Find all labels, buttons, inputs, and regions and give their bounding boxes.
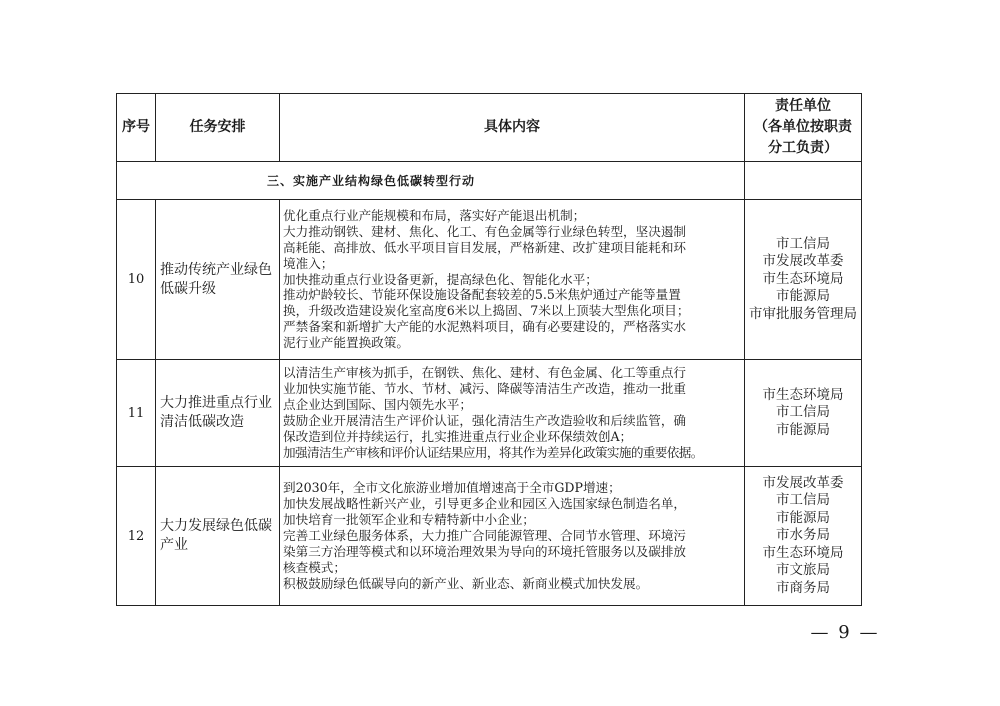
content-line: 加快推动重点行业设备更新，提高绿色化、智能化水平；	[283, 271, 598, 287]
header-unit-line2: （各单位按职责	[754, 119, 852, 135]
content-line: 严禁备案和新增扩大产能的水泥熟料项目，确有必要建设的，严格落实水	[283, 319, 686, 335]
content-line: 优化重点行业产能规模和布局，落实好产能退出机制；	[283, 207, 586, 223]
content-line: 加快培育一批领军企业和专精特新中小企业；	[283, 512, 535, 528]
header-unit-line3: 分工负责）	[768, 140, 838, 156]
content-line: 以清洁生产审核为抓手，在钢铁、焦化、建材、有色金属、化工等重点行	[283, 365, 686, 381]
unit-item: 市文旅局	[776, 562, 830, 579]
unit-item: 市发展改革委	[762, 475, 844, 492]
content-line: 到2030年，全市文化旅游业增加值增速高于全市GDP增速；	[283, 480, 621, 496]
unit-item: 市水务局	[776, 527, 830, 544]
table-row	[117, 467, 862, 606]
unit-item: 市商务局	[776, 579, 830, 596]
table-header-row	[117, 94, 862, 162]
row-content	[280, 200, 745, 360]
section-row	[117, 162, 862, 200]
unit-item: 市能源局	[776, 421, 830, 438]
header-index: 序号	[117, 94, 156, 162]
unit-item: 市能源局	[776, 288, 830, 305]
row-index: 12	[117, 467, 156, 606]
table-row	[117, 360, 862, 467]
row-task: 大力推进重点行业清洁低碳改造	[156, 360, 280, 467]
content-line: 积极鼓励绿色低碳导向的新产业、新业态、新商业模式加快发展。	[283, 575, 649, 591]
content-line: 推动炉龄较长、节能环保设施设备配套较差的5.5米焦炉通过产能等量置	[283, 287, 681, 303]
row-units	[745, 360, 862, 467]
row-task: 推动传统产业绿色低碳升级	[156, 200, 280, 360]
content-line: 泥行业产能置换政策。	[283, 335, 409, 351]
content-line: 鼓励企业开展清洁生产评价认证，强化清洁生产改造验收和后续监管，确	[283, 413, 686, 428]
header-content: 具体内容	[280, 94, 745, 162]
row-content	[280, 360, 745, 467]
content-line: 业加快实施节能、节水、节材、减污、降碳等清洁生产改造，推动一批重	[283, 381, 686, 397]
content-line: 大力推动钢铁、建材、焦化、化工、有色金属等行业绿色转型，坚决遏制	[283, 223, 686, 239]
row-task: 大力发展绿色低碳产业	[156, 467, 280, 606]
table-row	[117, 200, 862, 360]
row-units	[745, 200, 862, 360]
unit-item: 市工信局	[776, 235, 830, 252]
unit-item: 市工信局	[776, 492, 830, 509]
content-line: 染第三方治理等模式和以环境治理效果为导向的环境托管服务以及碳排放	[283, 543, 686, 559]
header-unit-line1: 责任单位	[775, 98, 831, 114]
content-line: 保改造到位并持续运行，扎实推进重点行业企业环保绩效创A；	[283, 428, 633, 444]
row-units	[745, 467, 862, 606]
header-task: 任务安排	[156, 94, 280, 162]
unit-item: 市生态环境局	[762, 544, 844, 561]
content-line: 加快发展战略性新兴产业，引导更多企业和园区入选国家绿色制造名单，	[283, 496, 686, 512]
row-index: 10	[117, 200, 156, 360]
content-line: 高耗能、高排放、低水平项目盲目发展，严格新建、改扩建项目能耗和环	[283, 239, 686, 255]
unit-item: 市工信局	[776, 404, 830, 421]
content-line: 加强清洁生产审核和评价认证结果应用，将其作为差异化政策实施的重要依据。	[283, 444, 703, 460]
task-table	[116, 93, 862, 606]
page-number: — 9 —	[810, 622, 880, 643]
unit-item: 市审批服务管理局	[749, 305, 857, 322]
unit-item: 市发展改革委	[762, 253, 844, 270]
row-content	[280, 467, 745, 606]
content-line: 换，升级改造建设炭化室高度6米以上捣固、7米以上顶装大型焦化项目；	[283, 303, 690, 319]
header-unit	[745, 94, 862, 162]
section-unit-empty	[745, 162, 862, 200]
section-title: 三、实施产业结构绿色低碳转型行动	[117, 162, 745, 200]
content-line: 境准入；	[283, 255, 334, 271]
content-line: 点企业达到国际、国内领先水平；	[283, 397, 472, 413]
unit-item: 市生态环境局	[762, 270, 844, 287]
unit-item: 市生态环境局	[762, 386, 844, 403]
row-index: 11	[117, 360, 156, 467]
unit-item: 市能源局	[776, 509, 830, 526]
content-line: 完善工业绿色服务体系，大力推广合同能源管理、合同节水管理、环境污	[283, 528, 686, 544]
content-line: 核查模式；	[283, 559, 346, 575]
